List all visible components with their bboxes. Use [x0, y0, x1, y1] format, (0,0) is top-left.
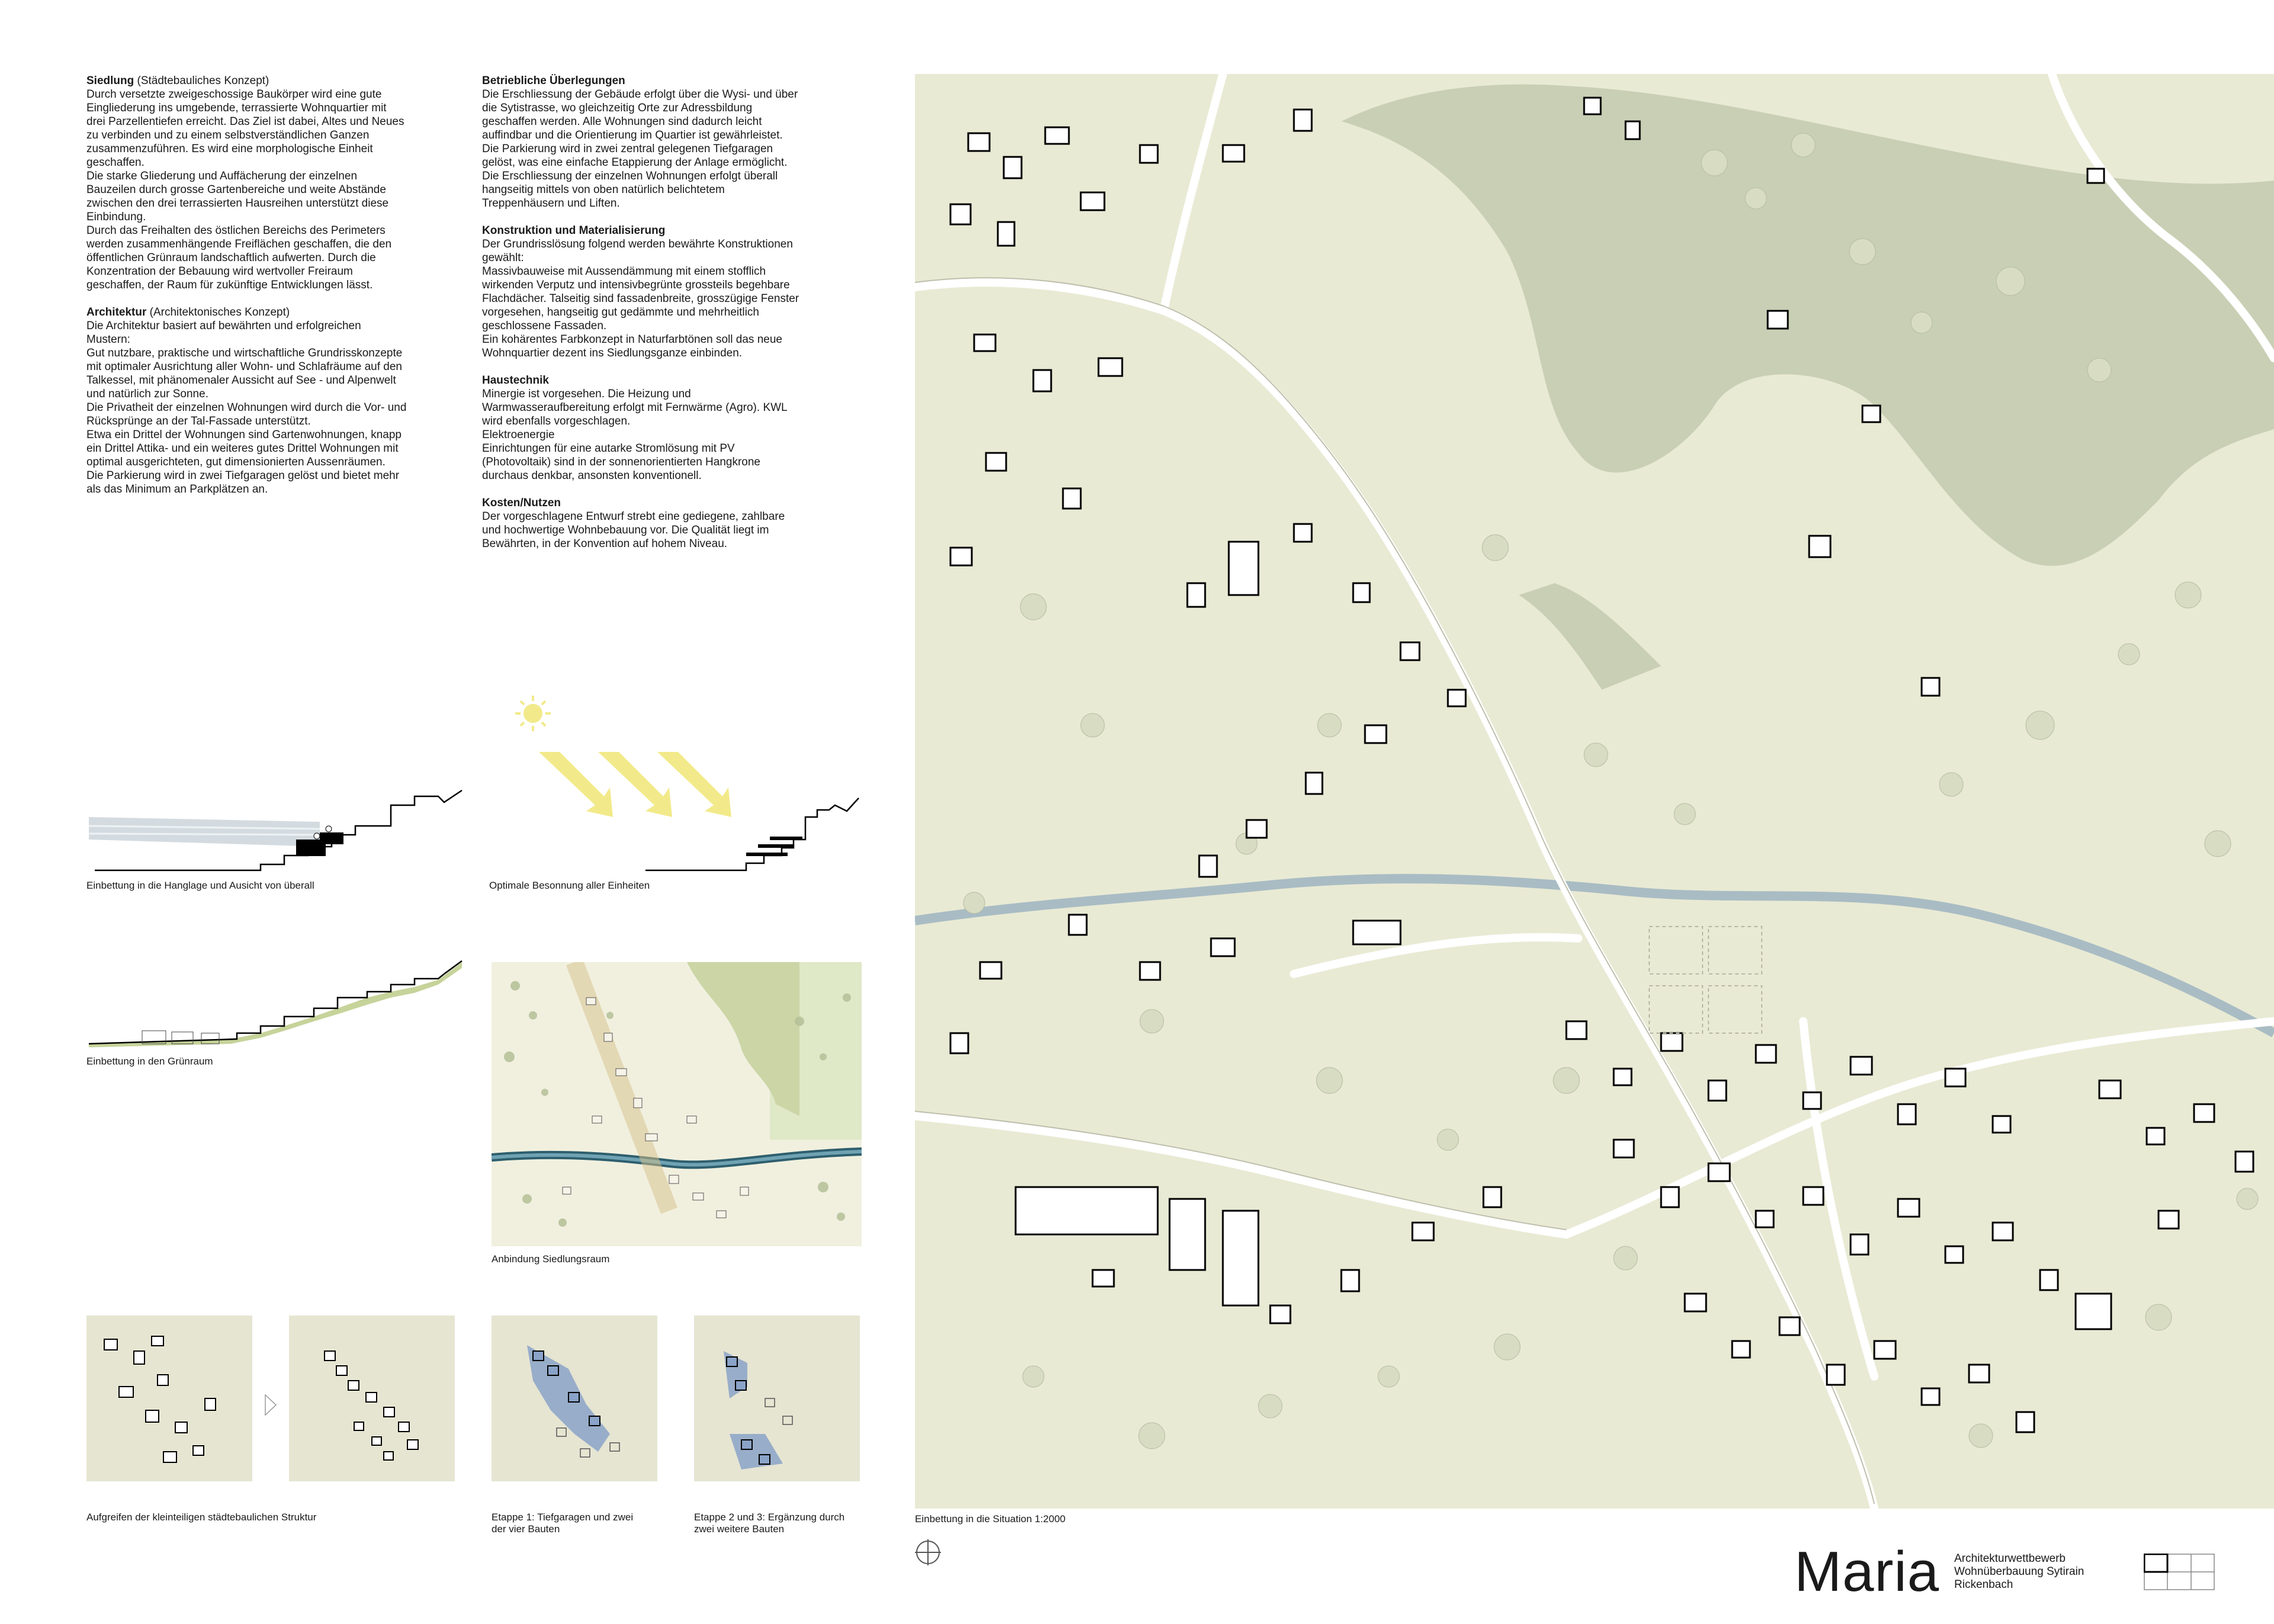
panel-struktur-existing: [86, 1316, 252, 1481]
stage23-sketch: [694, 1316, 860, 1481]
panel-etappe1: [492, 1316, 657, 1481]
panel-struktur-new: [289, 1316, 455, 1481]
arrow-right-icon: [265, 1394, 277, 1419]
caption-gruenraum: Einbettung in den Grünraum: [86, 1056, 213, 1067]
diagram-hanglage: [83, 770, 474, 876]
green-slope-sketch: [83, 950, 474, 1051]
section-konstruktion: [482, 224, 861, 360]
section-body: Die Architektur basiert auf bewährten und erfolgreichen Mustern: Gut nutzbare, praktische und wirtschaftliche Grundrisskonzepte mit optimaler Ausrichtung aller Wohn- und Schlafräume auf den Talkessel, mit phänomenaler Aussicht auf See - und Alpenwelt und natürlich zur Sonne. Die Privatheit der einzelnen Wohnungen wird durch die Vor- und Rücksprünge an der Tal-Fassade unterstützt. Etwa ein Drittel der Wohnungen sind Gartenwohnungen, knapp ein Drittel Attika- und ein weiteres gutes Drittel Wohnungen mit optimal ausgerichteten, gut dimensionierten Aussenräumen. Die Parkierung wird in zwei Tiefgaragen gelöst und bietet mehr als das Minimum an Parkplätzen an.: [86, 320, 407, 496]
site-plan-sketch: [915, 74, 2274, 1509]
mini-map-sketch: [492, 962, 862, 1246]
section-heading: Betriebliche Überlegungen: [482, 75, 625, 87]
section-heading: Konstruktion und Materialisierung: [482, 224, 666, 237]
river: [915, 879, 2274, 1033]
section-heading: Architektur: [86, 306, 147, 319]
section-haustechnik: [482, 374, 861, 483]
situation-map: [915, 74, 2274, 1509]
section-heading-note: (Architektonisches Konzept): [146, 306, 290, 319]
section-body: Minergie ist vorgesehen. Die Heizung und Warmwasseraufbereitung erfolgt mit Fernwärme (Agro). KWL wird ebenfalls vorgeschlagen. Elektroenergie Einrichtungen für eine autarke Stromlösung mit PV (Photovoltaik) sind in der sonnenorientierten Hangkrone durchaus denkbar, ansonsten konventionell.: [482, 388, 788, 482]
diagram-siedlungsraum-map: [492, 962, 862, 1246]
new-structure-sketch: [289, 1316, 455, 1481]
project-title: Maria: [1794, 1540, 1940, 1603]
caption-hanglage: Einbettung in die Hanglage und Ausicht von überall: [86, 880, 314, 891]
section-body: Durch versetzte zweigeschossige Baukörper wird eine gute Eingliederung ins umgebende, terrassierte Wohnquartier mit drei Parzellentiefen erreicht. Das Ziel ist dabei, Altes und Neues zu verbinden und zu einem selbstverständlichen Ganzen zusammenzuführen. Es wird eine morphologische Einheit geschaffen. Die starke Gliederung und Auffächerung der einzelnen Bauzeilen durch grosse Gartenbereiche und weite Abstände zwischen den drei terrassierten Hausreihen unterstützt diese Einbindung. Durch das Freihalten des östlichen Bereichs des Perimeters werden zusammenhängende Freiflächen geschaffen, die den öffentlichen Grünraum landschaftlich aufwerten. Durch die Konzentration der Bebauung wird wertvoller Freiraum geschaffen, der Raum für zukünftige Entwicklungen lässt.: [86, 88, 404, 291]
caption-besonnung: Optimale Besonnung aller Einheiten: [489, 880, 650, 891]
section-heading-note: (Städtebauliches Konzept): [134, 75, 269, 87]
road-edges: [915, 278, 1874, 1504]
caption-etappe1: Etappe 1: Tiefgaragen und zwei der vier Bauten: [492, 1512, 634, 1535]
section-heading: Haustechnik: [482, 374, 549, 387]
perimeter-lines: [1649, 927, 1762, 1033]
section-kosten: [482, 496, 861, 551]
project-subtitle: Architekturwettbewerb Wohnüberbauung Sytirain Rickenbach: [1954, 1552, 2084, 1591]
sun-diagram-sketch: [486, 693, 876, 876]
section-heading: Kosten/Nutzen: [482, 497, 561, 509]
section-body: Der vorgeschlagene Entwurf strebt eine gediegene, zahlbare und hochwertige Wohnbebauung vor. Die Qualität liegt im Bewährten, in der Konvention auf hohem Niveau.: [482, 510, 785, 550]
section-siedlung: [86, 74, 465, 292]
existing-structure-sketch: [86, 1316, 252, 1481]
stage1-sketch: [492, 1316, 657, 1481]
section-body: Die Erschliessung der Gebäude erfolgt über die Wysi- und über die Sytistrasse, wo gleichzeitig Orte zur Adressbildung geschaffen werden. Alle Wohnungen sind dadurch leicht auffindbar und die Orientierung im Quartier ist gewährleistet. Die Parkierung wird in zwei zentral gelegenen Tiefgaragen gelöst, was eine einfache Etappierung der Anlage ermöglicht. Die Erschliessung der einzelnen Wohnungen erfolgt überall hangseitig mittels von oben natürlich belichtetem Treppenhäusern und Liften.: [482, 88, 798, 210]
panel-etappe23: [694, 1316, 860, 1481]
section-architektur: [86, 305, 465, 496]
caption-etappe23: Etappe 2 und 3: Ergänzung durch zwei weitere Bauten: [694, 1512, 845, 1535]
section-body: Der Grundrisslösung folgend werden bewährte Konstruktionen gewählt: Massivbauweise mit Aussendämmung mit einem stofflich wirkenden Verputz und intensivbegrünte grossteils begehbare Flachdächer. Talseitig sind fassadenbreite, grosszügige Fenster vorgesehen, hangseitig gut gedämmte und mehrheitlich geschlossene Fassaden. Ein kohärentes Farbkonzept in Naturfarbtönen soll das neue Wohnquartier dezent ins Siedlungsganze einbinden.: [482, 238, 799, 359]
diagram-besonnung: [486, 693, 876, 876]
text-column-siedlung-architektur: [86, 74, 465, 510]
text-column-betrieb-konstruktion: [482, 74, 861, 564]
section-view-sketch: [83, 770, 474, 876]
forest-area: [1341, 85, 2274, 566]
sun-icon: [515, 696, 551, 731]
plan-index-grid-icon: [2144, 1554, 2215, 1593]
diagram-gruenraum: [83, 950, 474, 1051]
caption-struktur: Aufgreifen der kleinteiligen städtebaulichen Struktur: [86, 1512, 317, 1523]
section-heading: Siedlung: [86, 75, 134, 87]
caption-siedlungsraum: Anbindung Siedlungsraum: [492, 1253, 610, 1265]
caption-situation: Einbettung in die Situation 1:2000: [915, 1513, 1066, 1525]
section-betrieb: [482, 74, 861, 210]
north-arrow-icon: [914, 1538, 942, 1570]
